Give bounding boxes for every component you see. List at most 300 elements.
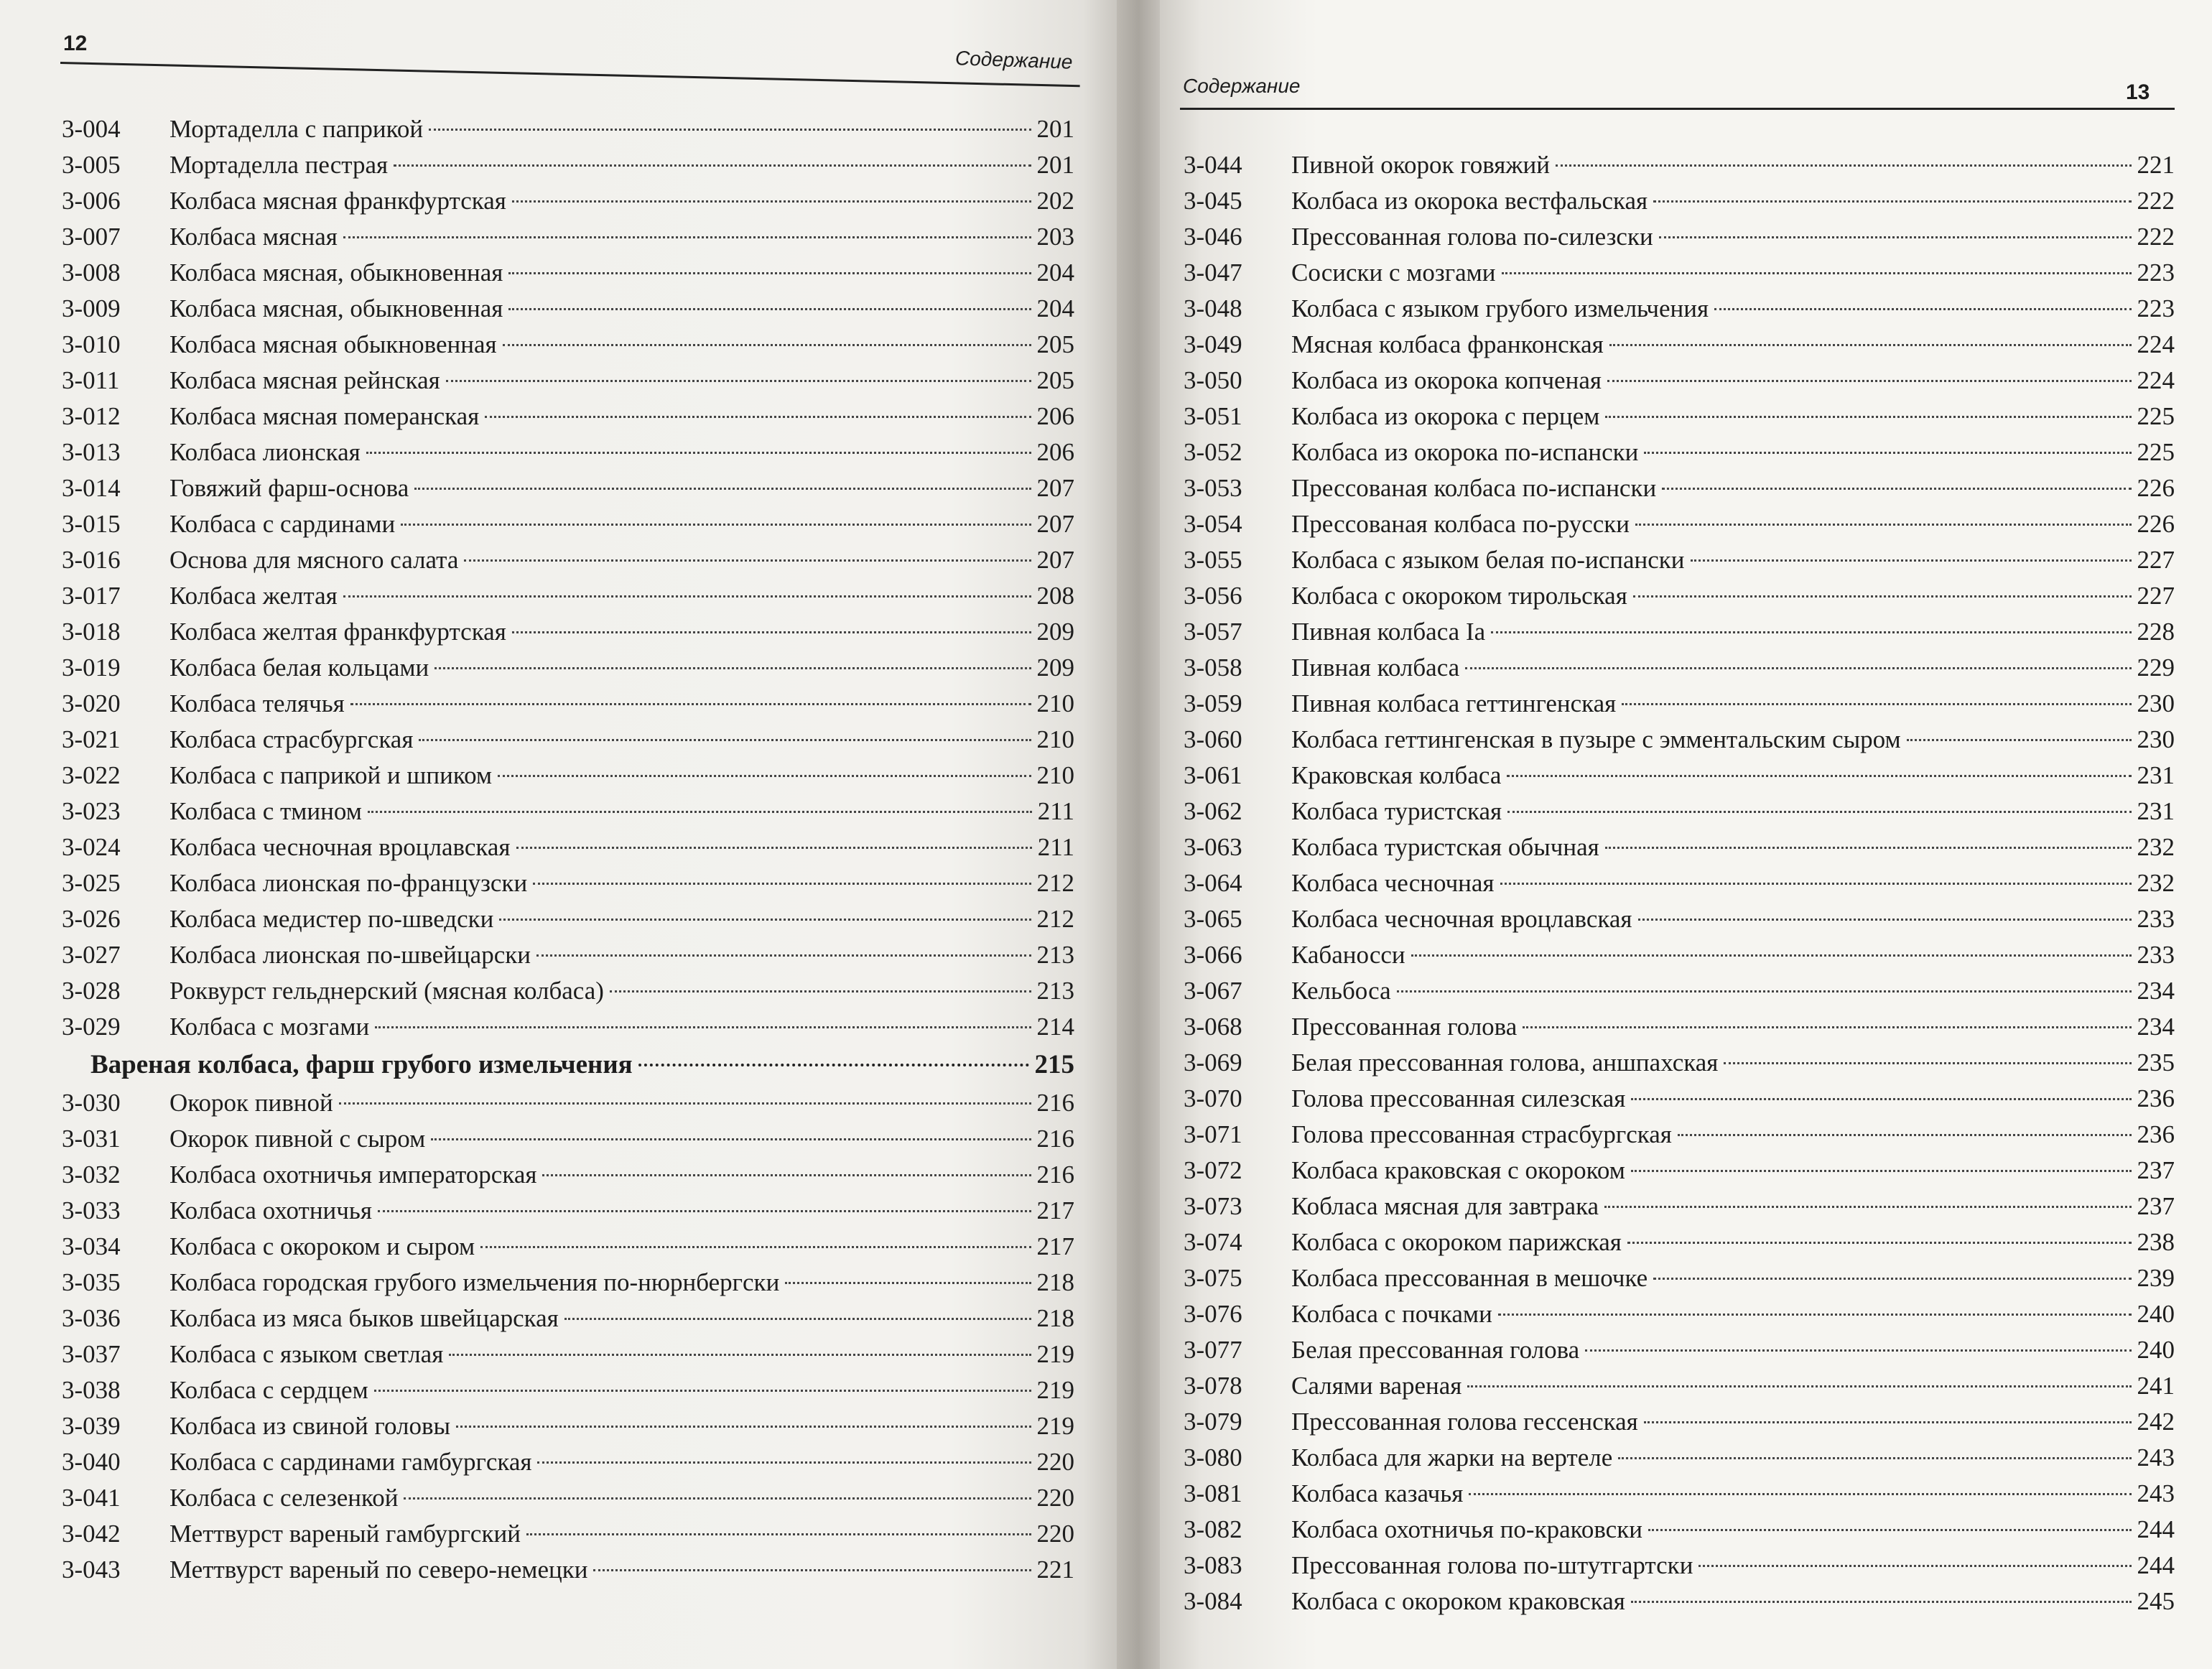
entry-page-number: 218 bbox=[1036, 1268, 1074, 1296]
entry-page-number: 205 bbox=[1036, 330, 1074, 358]
entry-title: Колбаса для жарки на вертеле bbox=[1291, 1443, 1613, 1472]
toc-entry bbox=[62, 363, 1074, 399]
toc-entry bbox=[62, 1193, 1074, 1229]
entry-title: Колбаса краковская с окороком bbox=[1291, 1156, 1625, 1184]
toc-entry bbox=[1184, 1584, 2175, 1619]
entry-code: 3-076 bbox=[1184, 1300, 1242, 1328]
entry-title: Колбаса из окорока по-испански bbox=[1291, 438, 1639, 466]
entry-title: Колбаса из окорока копченая bbox=[1291, 366, 1602, 394]
entry-page-number: 228 bbox=[2137, 618, 2175, 646]
header-rule bbox=[60, 62, 1080, 87]
entry-title: Колбаса мясная померанская bbox=[169, 402, 480, 430]
dot-leader bbox=[537, 1461, 1031, 1464]
entry-page-number: 212 bbox=[1036, 905, 1074, 933]
dot-leader bbox=[1653, 200, 2131, 203]
toc-entry bbox=[62, 183, 1074, 219]
entry-page-number: 207 bbox=[1036, 510, 1074, 538]
entry-title: Салями вареная bbox=[1291, 1372, 1462, 1400]
page-number: 12 bbox=[63, 32, 88, 55]
toc-entry bbox=[1184, 1368, 2175, 1404]
entry-title: Колбаса лионская по-французски bbox=[169, 869, 528, 897]
entry-page-number: 224 bbox=[2137, 366, 2175, 394]
toc-entry bbox=[1184, 1440, 2175, 1476]
entry-page-number: 204 bbox=[1036, 259, 1074, 287]
dot-leader bbox=[394, 164, 1031, 167]
entry-title: Меттвурст вареный гамбургский bbox=[169, 1520, 521, 1548]
toc-entry bbox=[62, 1372, 1074, 1408]
entry-code: 3-074 bbox=[1184, 1228, 1242, 1256]
entry-code: 3-034 bbox=[62, 1232, 121, 1260]
entry-page-number: 201 bbox=[1036, 151, 1074, 179]
entry-title: Колбаса чесночная вроцлавская bbox=[169, 833, 511, 861]
toc-entry bbox=[1184, 399, 2175, 434]
entry-code: 3-012 bbox=[62, 402, 121, 430]
dot-leader bbox=[1502, 272, 2132, 274]
entry-title: Колбаса чесночная bbox=[1291, 869, 1495, 897]
toc-entry bbox=[62, 1121, 1074, 1157]
toc-entry bbox=[1184, 829, 2175, 865]
entry-page-number: 219 bbox=[1036, 1340, 1074, 1368]
toc-entry bbox=[62, 111, 1074, 147]
entry-page-number: 225 bbox=[2137, 402, 2175, 430]
dot-leader bbox=[610, 990, 1031, 992]
entry-page-number: 203 bbox=[1036, 223, 1074, 251]
entry-code: 3-032 bbox=[62, 1161, 121, 1189]
entry-page-number: 237 bbox=[2137, 1156, 2175, 1184]
dot-leader bbox=[434, 667, 1031, 669]
entry-title: Кельбоса bbox=[1291, 977, 1391, 1005]
dot-leader bbox=[343, 236, 1031, 238]
entry-page-number: 216 bbox=[1036, 1089, 1074, 1117]
entry-title: Колбаса белая кольцами bbox=[169, 654, 429, 682]
toc-entry bbox=[62, 470, 1074, 506]
entry-title: Пивная колбаса Ia bbox=[1291, 618, 1486, 646]
toc-entry bbox=[1184, 1512, 2175, 1548]
entry-page-number: 218 bbox=[1036, 1304, 1074, 1332]
entry-code: 3-030 bbox=[62, 1089, 121, 1117]
entry-title: Пивная колбаса bbox=[1291, 654, 1460, 682]
entry-title: Колбаса из окорока с перцем bbox=[1291, 402, 1600, 430]
entry-code: 3-050 bbox=[1184, 366, 1242, 394]
entry-code: 3-060 bbox=[1184, 725, 1242, 753]
dot-leader bbox=[1609, 344, 2132, 346]
header-rule bbox=[1180, 108, 2175, 110]
entry-code: 3-082 bbox=[1184, 1515, 1242, 1543]
toc-entry bbox=[62, 1265, 1074, 1301]
entry-page-number: 237 bbox=[2137, 1192, 2175, 1220]
dot-leader bbox=[508, 308, 1031, 310]
entry-title: Колбаса страсбургская bbox=[169, 725, 414, 753]
entry-page-number: 231 bbox=[2137, 761, 2175, 789]
entry-page-number: 227 bbox=[2137, 582, 2175, 610]
entry-code: 3-007 bbox=[62, 223, 121, 251]
entry-code: 3-025 bbox=[62, 869, 121, 897]
toc-entry bbox=[1184, 219, 2175, 255]
entry-code: 3-054 bbox=[1184, 510, 1242, 538]
entry-code: 3-015 bbox=[62, 510, 121, 538]
entry-title: Колбаса лионская bbox=[169, 438, 361, 466]
toc-entry bbox=[1184, 506, 2175, 542]
entry-page-number: 210 bbox=[1036, 689, 1074, 717]
entry-page-number: 219 bbox=[1036, 1376, 1074, 1404]
dot-leader bbox=[350, 703, 1031, 705]
entry-title: Колбаса охотничья по-краковски bbox=[1291, 1515, 1642, 1543]
toc-list bbox=[1184, 147, 2175, 1619]
dot-leader bbox=[1467, 1385, 2131, 1387]
entry-code: 3-068 bbox=[1184, 1013, 1242, 1041]
entry-page-number: 206 bbox=[1036, 438, 1074, 466]
entry-code: 3-083 bbox=[1184, 1551, 1242, 1579]
toc-entry bbox=[62, 542, 1074, 578]
entry-title: Прессованная голова по-силезски bbox=[1291, 223, 1653, 251]
entry-code: 3-041 bbox=[62, 1484, 121, 1512]
entry-code: 3-042 bbox=[62, 1520, 121, 1548]
entry-code: 3-040 bbox=[62, 1448, 121, 1476]
entry-title: Колбаса мясная обыкновенная bbox=[169, 330, 497, 358]
toc-entry bbox=[62, 1480, 1074, 1516]
dot-leader bbox=[1507, 775, 2131, 777]
entry-page-number: 223 bbox=[2137, 259, 2175, 287]
entry-title: Колбаса с сардинами bbox=[169, 510, 396, 538]
dot-leader bbox=[485, 416, 1031, 418]
entry-page-number: 213 bbox=[1036, 977, 1074, 1005]
toc-entry bbox=[62, 758, 1074, 794]
entry-code: 3-033 bbox=[62, 1196, 121, 1224]
entry-code: 3-038 bbox=[62, 1376, 121, 1404]
dot-leader bbox=[1662, 488, 2131, 490]
dot-leader bbox=[366, 452, 1031, 454]
entry-code: 3-077 bbox=[1184, 1336, 1242, 1364]
dot-leader bbox=[1605, 416, 2131, 418]
dot-leader bbox=[1635, 524, 2131, 526]
toc-entry bbox=[1184, 865, 2175, 901]
entry-code: 3-079 bbox=[1184, 1408, 1242, 1436]
entry-page-number: 201 bbox=[1036, 115, 1074, 143]
entry-page-number: 204 bbox=[1036, 294, 1074, 322]
entry-title: Пивной окорок говяжий bbox=[1291, 151, 1551, 179]
entry-page-number: 202 bbox=[1036, 187, 1074, 215]
entry-title: Колбаса из окорока вестфальская bbox=[1291, 187, 1648, 215]
dot-leader bbox=[526, 1533, 1031, 1535]
dot-leader bbox=[536, 954, 1031, 957]
running-head-title: Содержание bbox=[954, 47, 1074, 73]
toc-entry bbox=[1184, 327, 2175, 363]
entry-title: Колбаса с сардинами гамбургская bbox=[169, 1448, 532, 1476]
toc-entry bbox=[62, 1444, 1074, 1480]
entry-title: Колбаса медистер по-шведски bbox=[169, 905, 494, 933]
entry-page-number: 240 bbox=[2137, 1336, 2175, 1364]
dot-leader bbox=[1653, 1278, 2131, 1280]
toc-entry bbox=[1184, 973, 2175, 1009]
toc-entry bbox=[62, 147, 1074, 183]
entry-title: Колбаса туристская bbox=[1291, 797, 1502, 825]
entry-title: Голова прессованная силезская bbox=[1291, 1084, 1626, 1112]
toc-entry bbox=[1184, 722, 2175, 758]
entry-title: Колбаса мясная рейнская bbox=[169, 366, 440, 394]
entry-title: Колбаса охотничья императорская bbox=[169, 1161, 537, 1189]
dot-leader bbox=[1631, 1601, 2132, 1603]
toc-entry bbox=[1184, 1332, 2175, 1368]
entry-code: 3-070 bbox=[1184, 1084, 1242, 1112]
entry-code: 3-069 bbox=[1184, 1049, 1242, 1077]
entry-code: 3-039 bbox=[62, 1412, 121, 1440]
toc-entry bbox=[1184, 686, 2175, 722]
entry-title: Колбаса желтая франкфуртская bbox=[169, 618, 506, 646]
dot-leader bbox=[1556, 164, 2131, 167]
dot-leader bbox=[1633, 595, 2132, 598]
dot-leader bbox=[1714, 308, 2131, 310]
toc-entry bbox=[1184, 937, 2175, 973]
entry-code: 3-024 bbox=[62, 833, 121, 861]
toc-entry bbox=[62, 650, 1074, 686]
dot-leader bbox=[1618, 1457, 2131, 1459]
entry-title: Колбаса телячья bbox=[169, 689, 345, 717]
entry-title: Меттвурст вареный по северо-немецки bbox=[169, 1556, 588, 1584]
toc-entry bbox=[62, 327, 1074, 363]
dot-leader bbox=[1498, 1314, 2132, 1316]
entry-page-number: 220 bbox=[1036, 1520, 1074, 1548]
entry-page-number: 217 bbox=[1036, 1232, 1074, 1260]
dot-leader bbox=[404, 1497, 1031, 1500]
entry-page-number: 229 bbox=[2137, 654, 2175, 682]
entry-page-number: 243 bbox=[2137, 1443, 2175, 1472]
toc-entry bbox=[62, 1157, 1074, 1193]
entry-title: Колбаса с селезенкой bbox=[169, 1484, 399, 1512]
dot-leader bbox=[1607, 380, 2132, 382]
entry-title: Колбаса казачья bbox=[1291, 1479, 1464, 1507]
entry-title: Основа для мясного салата bbox=[169, 546, 459, 574]
dot-leader bbox=[533, 883, 1031, 885]
toc-entry bbox=[62, 1301, 1074, 1336]
entry-code: 3-019 bbox=[62, 654, 121, 682]
toc-entry bbox=[62, 686, 1074, 722]
entry-page-number: 234 bbox=[2137, 1013, 2175, 1041]
entry-title: Прессованая колбаса по-испански bbox=[1291, 474, 1657, 502]
toc-entry bbox=[62, 937, 1074, 973]
entry-title: Белая прессованная голова bbox=[1291, 1336, 1580, 1364]
entry-code: 3-009 bbox=[62, 294, 121, 322]
right-page bbox=[1160, 0, 2212, 1669]
toc-entry bbox=[62, 1009, 1074, 1045]
entry-page-number: 212 bbox=[1036, 869, 1074, 897]
entry-page-number: 233 bbox=[2137, 941, 2175, 969]
entry-code: 3-021 bbox=[62, 725, 121, 753]
entry-title: Колбаса с сердцем bbox=[169, 1376, 368, 1404]
toc-list bbox=[62, 111, 1074, 1588]
dot-leader bbox=[1648, 1529, 2132, 1531]
dot-leader bbox=[456, 1426, 1031, 1428]
dot-leader bbox=[512, 631, 1031, 633]
entry-code: 3-064 bbox=[1184, 869, 1242, 897]
entry-code: 3-028 bbox=[62, 977, 121, 1005]
entry-title: Прессованная голова по-штутгартски bbox=[1291, 1551, 1693, 1579]
entry-title: Окорок пивной с сыром bbox=[169, 1125, 426, 1153]
toc-entry bbox=[1184, 1404, 2175, 1440]
dot-leader bbox=[1397, 990, 2132, 992]
toc-entry bbox=[1184, 291, 2175, 327]
dot-leader bbox=[375, 1026, 1031, 1028]
dot-leader bbox=[1411, 954, 2132, 957]
entry-page-number: 217 bbox=[1036, 1196, 1074, 1224]
entry-code: 3-031 bbox=[62, 1125, 121, 1153]
dot-leader bbox=[368, 811, 1032, 813]
toc-entry bbox=[1184, 1189, 2175, 1224]
dot-leader bbox=[1491, 631, 2131, 633]
dot-leader bbox=[785, 1282, 1031, 1284]
entry-page-number: 239 bbox=[2137, 1264, 2175, 1292]
entry-page-number: 222 bbox=[2137, 187, 2175, 215]
entry-title: Колбаса прессованная в мешочке bbox=[1291, 1264, 1648, 1292]
entry-code: 3-027 bbox=[62, 941, 121, 969]
entry-page-number: 226 bbox=[2137, 510, 2175, 538]
toc-entry bbox=[62, 1229, 1074, 1265]
entry-page-number: 207 bbox=[1036, 474, 1074, 502]
entry-page-number: 207 bbox=[1036, 546, 1074, 574]
entry-code: 3-061 bbox=[1184, 761, 1242, 789]
entry-title: Говяжий фарш-основа bbox=[169, 474, 409, 502]
entry-page-number: 242 bbox=[2137, 1408, 2175, 1436]
entry-code: 3-052 bbox=[1184, 438, 1242, 466]
dot-leader bbox=[1465, 667, 2131, 669]
entry-page-number: 211 bbox=[1037, 833, 1074, 861]
entry-code: 3-010 bbox=[62, 330, 121, 358]
entry-code: 3-073 bbox=[1184, 1192, 1242, 1220]
entry-page-number: 224 bbox=[2137, 330, 2175, 358]
entry-code: 3-008 bbox=[62, 259, 121, 287]
dot-leader bbox=[1604, 1206, 2131, 1208]
toc-entry bbox=[62, 1085, 1074, 1121]
entry-page-number: 206 bbox=[1036, 402, 1074, 430]
toc-entry bbox=[1184, 1045, 2175, 1081]
toc-entry bbox=[1184, 578, 2175, 614]
dot-leader bbox=[480, 1246, 1031, 1248]
toc-entry bbox=[1184, 1476, 2175, 1512]
entry-page-number: 233 bbox=[2137, 905, 2175, 933]
entry-page-number: 230 bbox=[2137, 689, 2175, 717]
entry-page-number: 230 bbox=[2137, 725, 2175, 753]
entry-title: Окорок пивной bbox=[169, 1089, 333, 1117]
entry-title: Мясная колбаса франконская bbox=[1291, 330, 1604, 358]
entry-page-number: 221 bbox=[2137, 151, 2175, 179]
entry-title: Колбаса с языком светлая bbox=[169, 1340, 444, 1368]
entry-title: Колбаса мясная bbox=[169, 223, 338, 251]
book-gutter bbox=[1117, 0, 1160, 1669]
entry-page-number: 236 bbox=[2137, 1120, 2175, 1148]
dot-leader bbox=[374, 1390, 1031, 1392]
toc-entry bbox=[1184, 470, 2175, 506]
dot-leader bbox=[1523, 1026, 2131, 1028]
running-head-title: Содержание bbox=[1183, 75, 1301, 97]
entry-page-number: 241 bbox=[2137, 1372, 2175, 1400]
toc-entry bbox=[1184, 147, 2175, 183]
entry-code: 3-043 bbox=[62, 1556, 121, 1584]
entry-title: Колбаса мясная, обыкновенная bbox=[169, 294, 503, 322]
toc-entry bbox=[62, 219, 1074, 255]
entry-title: Мортаделла с паприкой bbox=[169, 115, 424, 143]
entry-title: Кобласа мясная для завтрака bbox=[1291, 1192, 1599, 1220]
entry-code: 3-048 bbox=[1184, 294, 1242, 322]
entry-title: Прессованная голова гессенская bbox=[1291, 1408, 1638, 1436]
entry-title: Колбаса с тмином bbox=[169, 797, 362, 825]
entry-code: 3-047 bbox=[1184, 259, 1242, 287]
dot-leader bbox=[1907, 739, 2132, 741]
entry-code: 3-004 bbox=[62, 115, 121, 143]
entry-title: Голова прессованная страсбургская bbox=[1291, 1120, 1672, 1148]
entry-page-number: 227 bbox=[2137, 546, 2175, 574]
dot-leader bbox=[419, 739, 1031, 741]
toc-section-heading bbox=[62, 1045, 1074, 1085]
entry-page-number: 235 bbox=[2137, 1049, 2175, 1077]
dot-leader bbox=[339, 1102, 1031, 1105]
entry-code: 3-059 bbox=[1184, 689, 1242, 717]
entry-code: 3-081 bbox=[1184, 1479, 1242, 1507]
dot-leader bbox=[1678, 1134, 2132, 1136]
dot-leader bbox=[1698, 1565, 2131, 1567]
entry-code: 3-062 bbox=[1184, 797, 1242, 825]
entry-code: 3-018 bbox=[62, 618, 121, 646]
dot-leader bbox=[378, 1210, 1031, 1212]
entry-page-number: 216 bbox=[1036, 1161, 1074, 1189]
entry-code: 3-071 bbox=[1184, 1120, 1242, 1148]
dot-leader bbox=[499, 919, 1031, 921]
entry-code: 3-037 bbox=[62, 1340, 121, 1368]
toc-entry bbox=[62, 1516, 1074, 1552]
entry-code: 3-065 bbox=[1184, 905, 1242, 933]
toc-entry bbox=[1184, 1081, 2175, 1117]
entry-title: Колбаса с окороком тирольская bbox=[1291, 582, 1627, 610]
entry-code: 3-016 bbox=[62, 546, 121, 574]
toc-entry bbox=[62, 722, 1074, 758]
toc-entry bbox=[62, 865, 1074, 901]
entry-code: 3-066 bbox=[1184, 941, 1242, 969]
toc-entry bbox=[62, 1336, 1074, 1372]
entry-title: Колбаса с паприкой и шпиком bbox=[169, 761, 493, 789]
dot-leader bbox=[1605, 847, 2132, 849]
toc-entry bbox=[1184, 542, 2175, 578]
entry-code: 3-051 bbox=[1184, 402, 1242, 430]
toc-entry bbox=[1184, 794, 2175, 829]
entry-page-number: 209 bbox=[1036, 618, 1074, 646]
entry-code: 3-029 bbox=[62, 1013, 121, 1041]
toc-entry bbox=[62, 973, 1074, 1009]
toc-entry bbox=[62, 434, 1074, 470]
entry-title: Пивная колбаса геттингенская bbox=[1291, 689, 1617, 717]
entry-page-number: 220 bbox=[1036, 1448, 1074, 1476]
entry-code: 3-017 bbox=[62, 582, 121, 610]
toc-entry bbox=[1184, 1260, 2175, 1296]
entry-page-number: 219 bbox=[1036, 1412, 1074, 1440]
entry-title: Колбаса с окороком и сыром bbox=[169, 1232, 475, 1260]
dot-leader bbox=[414, 488, 1031, 490]
entry-page-number: 240 bbox=[2137, 1300, 2175, 1328]
entry-title: Колбаса с окороком краковская bbox=[1291, 1587, 1625, 1615]
entry-title: Прессованная голова bbox=[1291, 1013, 1518, 1041]
toc-entry bbox=[1184, 901, 2175, 937]
dot-leader bbox=[449, 1354, 1031, 1356]
entry-code: 3-005 bbox=[62, 151, 121, 179]
dot-leader bbox=[1724, 1062, 2131, 1064]
toc-entry bbox=[1184, 1296, 2175, 1332]
entry-page-number: 244 bbox=[2137, 1551, 2175, 1579]
dot-leader bbox=[503, 344, 1031, 346]
dot-leader bbox=[446, 380, 1031, 382]
entry-code: 3-023 bbox=[62, 797, 121, 825]
entry-title: Кабаносси bbox=[1291, 941, 1405, 969]
dot-leader bbox=[1627, 1242, 2132, 1244]
dot-leader bbox=[1585, 1349, 2131, 1352]
entry-code: 3-026 bbox=[62, 905, 121, 933]
entry-title: Колбаса из свиной головы bbox=[169, 1412, 451, 1440]
